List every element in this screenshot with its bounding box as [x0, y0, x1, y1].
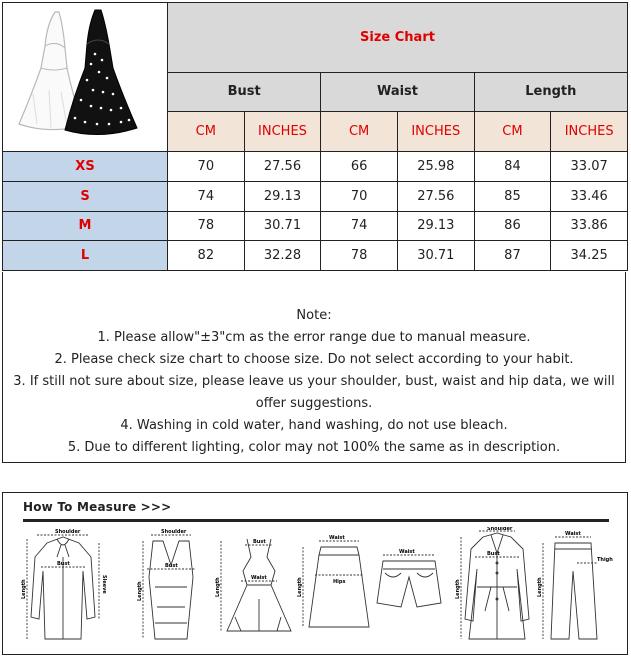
- measure-label: Waist: [329, 535, 345, 541]
- measure-label: Shoulder: [55, 529, 81, 535]
- note-item: 5. Due to different lighting, color may not 100% the same as in description.: [67, 440, 561, 455]
- shorts-sketch-icon: [377, 555, 441, 607]
- measure-label: Shoulder: [161, 529, 187, 535]
- group-header-length: Length: [474, 72, 627, 112]
- size-chart-title: Size Chart: [168, 3, 628, 73]
- table-cell: 87: [474, 241, 551, 271]
- table-cell: 30.71: [397, 241, 474, 271]
- unit-header: INCHES: [551, 112, 628, 152]
- measure-label: Length: [297, 577, 303, 597]
- table-cell: 70: [168, 152, 245, 182]
- table-cell: 86: [474, 211, 551, 241]
- coat-sketch-icon: [461, 531, 529, 639]
- measure-label: Sleeve: [101, 575, 107, 594]
- table-cell: 74: [321, 211, 398, 241]
- unit-header: INCHES: [244, 112, 321, 152]
- table-cell: 70: [321, 181, 398, 211]
- table-cell: 25.98: [397, 152, 474, 182]
- table-cell: 78: [168, 211, 245, 241]
- table-cell: 84: [474, 152, 551, 182]
- table-cell: 78: [321, 241, 398, 271]
- table-row: [3, 241, 628, 271]
- table-cell: 27.56: [244, 152, 321, 182]
- measure-label: Hips: [333, 579, 346, 585]
- product-image-cell: [3, 3, 168, 152]
- how-to-measure-section: [2, 492, 628, 655]
- black-polka-dot-dress-icon: [65, 10, 137, 135]
- table-cell: 33.46: [551, 181, 628, 211]
- table-cell: 29.13: [397, 211, 474, 241]
- measure-label: Thigh: [597, 557, 613, 563]
- size-label: L: [3, 241, 168, 271]
- unit-header: CM: [321, 112, 398, 152]
- measure-label: Length: [21, 579, 27, 599]
- unit-header: INCHES: [397, 112, 474, 152]
- product-image: [3, 6, 167, 148]
- note-item: 2. Please check size chart to choose size. Do not select according to your habit.: [54, 352, 574, 367]
- note-item: 3. If still not sure about size, please leave us your shoulder, bust, waist and hip data, we will offer suggestions.: [13, 374, 615, 411]
- measure-label: Waist: [251, 575, 267, 581]
- unit-header: CM: [474, 112, 551, 152]
- table-row: [3, 211, 628, 241]
- note-item: 1. Please allow"±3"cm as the error range due to manual measure.: [97, 330, 531, 345]
- table-cell: 33.86: [551, 211, 628, 241]
- measure-label: Bust: [57, 561, 70, 567]
- measure-label: Bust: [253, 539, 266, 545]
- table-cell: 85: [474, 181, 551, 211]
- dress-sketch-icon: [221, 539, 291, 631]
- divider: [23, 519, 609, 522]
- group-header-bust: Bust: [168, 72, 321, 112]
- notes-section: [2, 272, 626, 463]
- table-cell: 66: [321, 152, 398, 182]
- unit-header: CM: [168, 112, 245, 152]
- measure-label: Waist: [399, 549, 415, 555]
- table-cell: 82: [168, 241, 245, 271]
- measure-label: Shoulder: [487, 527, 513, 532]
- measure-label: Length: [455, 579, 461, 599]
- notes-heading: Note:: [296, 308, 332, 323]
- how-to-measure-title: How To Measure >>>: [23, 500, 172, 514]
- table-cell: 27.56: [397, 181, 474, 211]
- measure-label: Bust: [165, 563, 178, 569]
- table-cell: 30.71: [244, 211, 321, 241]
- blouse-sketch-icon: [27, 535, 99, 639]
- measure-label: Length: [215, 577, 221, 597]
- measure-label: Length: [137, 581, 143, 601]
- size-label: XS: [3, 152, 168, 182]
- table-cell: 34.25: [551, 241, 628, 271]
- note-item: 4. Washing in cold water, hand washing, do not use bleach.: [120, 418, 508, 433]
- group-header-waist: Waist: [321, 72, 474, 112]
- table-row: [3, 152, 628, 182]
- table-cell: 33.07: [551, 152, 628, 182]
- measure-label: Bust: [487, 551, 500, 557]
- camisole-sketch-icon: [143, 535, 195, 639]
- size-label: S: [3, 181, 168, 211]
- measure-label: Waist: [565, 531, 581, 537]
- table-row: [3, 181, 628, 211]
- table-cell: 74: [168, 181, 245, 211]
- trousers-sketch-icon: [543, 537, 597, 639]
- size-label: M: [3, 211, 168, 241]
- measure-label: Length: [537, 577, 543, 597]
- size-chart-table: [2, 2, 628, 271]
- table-cell: 32.28: [244, 241, 321, 271]
- table-cell: 29.13: [244, 181, 321, 211]
